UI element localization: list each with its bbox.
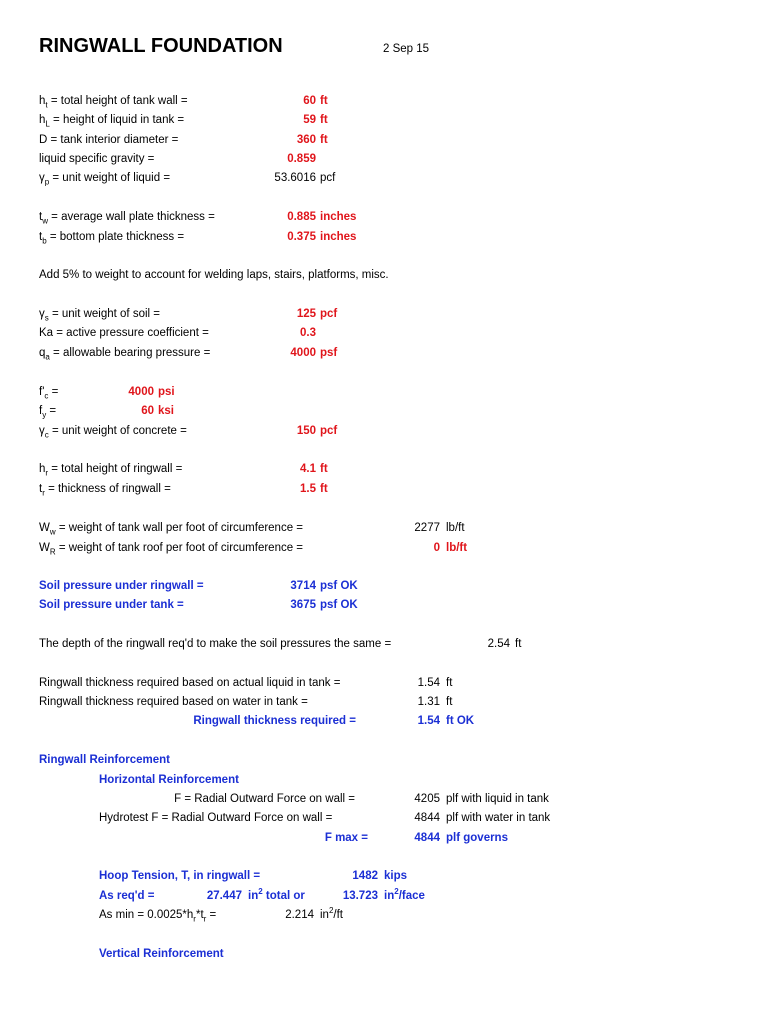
- ww-unit: lb/ft: [446, 522, 465, 534]
- gc-label: $\gamma_c$ = unit weight of concrete =: [39, 425, 187, 440]
- depth-label: The depth of the ringwall req'd to make the soil pressures the same =: [39, 638, 392, 650]
- d-unit: ft: [320, 134, 328, 146]
- depth-value: 2.54: [487, 638, 510, 650]
- thickness-required-unit: ft OK: [446, 715, 475, 727]
- sg-value: 0.859: [287, 153, 316, 165]
- gp-value: 53.6016: [274, 172, 316, 184]
- gc-value: 150: [296, 425, 316, 437]
- hr-value: 4.1: [300, 463, 316, 475]
- horizontal-heading: Horizontal Reinforcement: [99, 774, 239, 786]
- hl-value: 59: [303, 114, 316, 126]
- tw-unit: inches: [320, 211, 357, 223]
- qa-label: $q_a$ = allowable bearing pressure =: [39, 347, 211, 362]
- tr-label: $t_r$ = thickness of ringwall =: [39, 483, 171, 498]
- ww-label: $W_w$ = weight of tank wall per foot of circumference =: [39, 522, 304, 537]
- as-face-unit: $in^2$/face: [384, 887, 425, 902]
- force-liquid-value: 4205: [414, 793, 440, 805]
- as-min-label: As $\min = 0.0025*h_r*t_r$ =: [99, 909, 217, 924]
- depth-unit: ft: [515, 638, 522, 650]
- fy-unit: ksi: [158, 405, 174, 417]
- tw-value: 0.885: [287, 211, 316, 223]
- vertical-heading: Vertical Reinforcement: [99, 948, 224, 960]
- as-face-value: 13.723: [342, 890, 378, 902]
- force-liquid-label: F = Radial Outward Force on wall =: [174, 793, 355, 805]
- hoop-tension-value: 1482: [352, 870, 378, 882]
- wr-value: 0: [433, 542, 440, 554]
- hr-unit: ft: [320, 463, 328, 475]
- tb-value: 0.375: [287, 231, 316, 243]
- thickness-actual-unit: ft: [446, 677, 453, 689]
- thickness-water-unit: ft: [446, 696, 453, 708]
- date: 2 Sep 15: [383, 43, 430, 55]
- pressure-tank-unit: psf OK: [320, 599, 358, 611]
- tb-label: $t_b$ = bottom plate thickness =: [39, 231, 185, 246]
- d-label: D = tank interior diameter =: [39, 134, 179, 146]
- thickness-water-label: Ringwall thickness required based on water in tank =: [39, 696, 308, 708]
- force-water-value: 4844: [414, 812, 440, 824]
- thickness-required-value: 1.54: [417, 715, 440, 727]
- pressure-ringwall-label: Soil pressure under ringwall =: [39, 580, 204, 592]
- hoop-tension-unit: kips: [384, 870, 408, 882]
- as-required-label: As req'd =: [99, 890, 155, 902]
- fmax-unit: plf governs: [446, 832, 508, 844]
- wr-unit: lb/ft: [446, 542, 468, 554]
- gs-unit: pcf: [320, 308, 338, 320]
- fmax-label: F max =: [324, 832, 368, 844]
- as-min-unit: $in^2/ft$: [320, 906, 343, 921]
- weight-note: Add 5% to weight to account for welding laps, stairs, platforms, misc.: [39, 269, 389, 281]
- pressure-ringwall-value: 3714: [290, 580, 316, 592]
- as-required-unit: $in^2$ total or: [248, 887, 305, 902]
- gc-unit: pcf: [320, 425, 338, 437]
- pressure-tank-value: 3675: [290, 599, 316, 611]
- ww-value: 2277: [414, 522, 440, 534]
- tr-unit: ft: [320, 483, 328, 495]
- ht-label: $h_t$ = total height of tank wall =: [39, 95, 188, 110]
- hr-label: $h_r$ = total height of ringwall =: [39, 463, 183, 478]
- gp-label: $\gamma_p$ = unit weight of liquid =: [39, 172, 171, 187]
- fc-unit: psi: [158, 386, 175, 398]
- gs-value: 125: [296, 308, 316, 320]
- thickness-actual-label: Ringwall thickness required based on actual liquid in tank =: [39, 677, 341, 689]
- ht-unit: ft: [320, 95, 328, 107]
- fy-value: 60: [141, 405, 154, 417]
- fy-label: $f_y$ =: [39, 405, 57, 420]
- pressure-ringwall-unit: psf OK: [320, 580, 358, 592]
- fmax-value: 4844: [414, 832, 440, 844]
- ht-value: 60: [303, 95, 316, 107]
- force-liquid-unit: plf with liquid in tank: [446, 793, 549, 805]
- as-min-value: 2.214: [285, 909, 314, 921]
- force-water-label: Hydrotest F = Radial Outward Force on wall =: [99, 812, 333, 824]
- thickness-required-label: Ringwall thickness required =: [193, 715, 356, 727]
- gs-label: $\gamma_s$ = unit weight of soil =: [39, 308, 160, 323]
- tb-unit: inches: [320, 231, 357, 243]
- page-title: RINGWALL FOUNDATION: [39, 35, 283, 57]
- tr-value: 1.5: [300, 483, 316, 495]
- d-value: 360: [296, 134, 316, 146]
- pressure-tank-label: Soil pressure under tank =: [39, 599, 184, 611]
- fc-value: 4000: [128, 386, 154, 398]
- gp-unit: pcf: [320, 172, 336, 184]
- ka-value: 0.3: [300, 327, 316, 339]
- hl-unit: ft: [320, 114, 328, 126]
- reinforcement-heading: Ringwall Reinforcement: [39, 754, 170, 766]
- hl-label: $h_L$ = height of liquid in tank =: [39, 114, 185, 129]
- sg-label: liquid specific gravity =: [39, 153, 155, 165]
- force-water-unit: plf with water in tank: [446, 812, 551, 824]
- qa-unit: psf: [320, 347, 338, 359]
- hoop-tension-label: Hoop Tension, T, in ringwall =: [99, 870, 261, 882]
- as-required-value: 27.447: [206, 890, 242, 902]
- thickness-actual-value: 1.54: [417, 677, 440, 689]
- ka-label: Ka = active pressure coefficient =: [39, 327, 209, 339]
- qa-value: 4000: [290, 347, 316, 359]
- wr-label: $W_R$ = weight of tank roof per foot of circumference =: [39, 542, 304, 557]
- tw-label: $t_w$ = average wall plate thickness =: [39, 211, 215, 226]
- thickness-water-value: 1.31: [417, 696, 440, 708]
- fc-label: $f'_c$ =: [39, 386, 59, 401]
